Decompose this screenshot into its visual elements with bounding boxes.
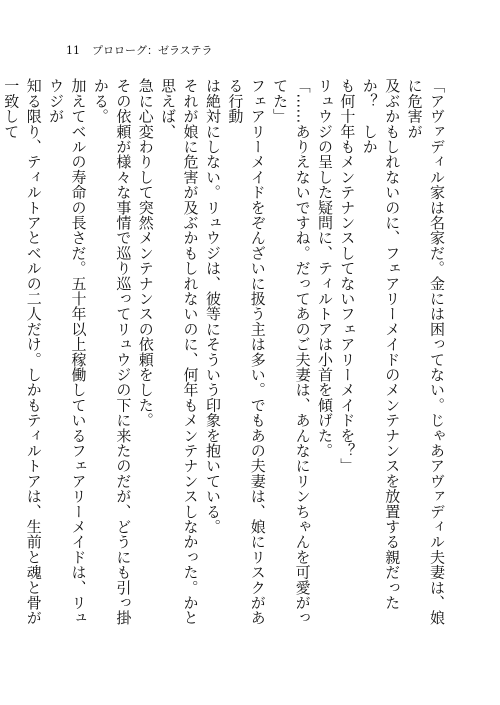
running-title: プロローグ：ゼラステラ <box>92 44 213 57</box>
text-line: も何十年もメンテナンスしてないフェアリーメイドを？」 <box>338 78 357 474</box>
vertical-text-body <box>0 78 448 638</box>
text-line: 「アヴァディル家は名家だ。金には困ってない。じゃあアヴァディル夫妻は、娘に危害が <box>405 78 446 626</box>
text-line: 「……ありえないですね。だってあのご夫妻は、あんなにリンちゃんを可愛がってた」 <box>271 78 312 626</box>
text-line: 加えてベルの寿命の長さだ。五十年以上稼働しているフェアリーメイドは、リュウジが <box>47 78 88 626</box>
text-line: その依頼が様々な事情で巡り巡ってリュウジの下に来たのだが、どうにも引っ掛かる。 <box>91 78 133 626</box>
text-line: 及ぶかもしれないのに、フェアリーメイドのメンテナンスを放置する親だったか？ しか <box>360 78 402 610</box>
page-number: 11 <box>66 44 80 57</box>
text-line: リュウジの呈した疑問に、ティルトアは小首を傾げた。 <box>315 78 334 458</box>
text-line: 急に心変わりして突然メンテナンスの依頼をした。 <box>136 78 155 428</box>
text-line: 知る限り、ティルトアとベルの二人だけ。しかもティルトアは、生前と魂と骨が一致して <box>2 78 43 626</box>
text-line: フェアリーメイドをぞんざいに扱う主は多い。でもあの夫妻は、娘にリスクがある行動 <box>226 78 267 626</box>
text-line: は絶対にしない。リュウジは、彼等にそういう印象を抱いている。 <box>203 78 222 534</box>
text-line: それが娘に危害が及ぶかもしれないのに、何年もメンテナンスしなかった。かと思えば、 <box>159 78 200 626</box>
page-header <box>66 44 212 58</box>
